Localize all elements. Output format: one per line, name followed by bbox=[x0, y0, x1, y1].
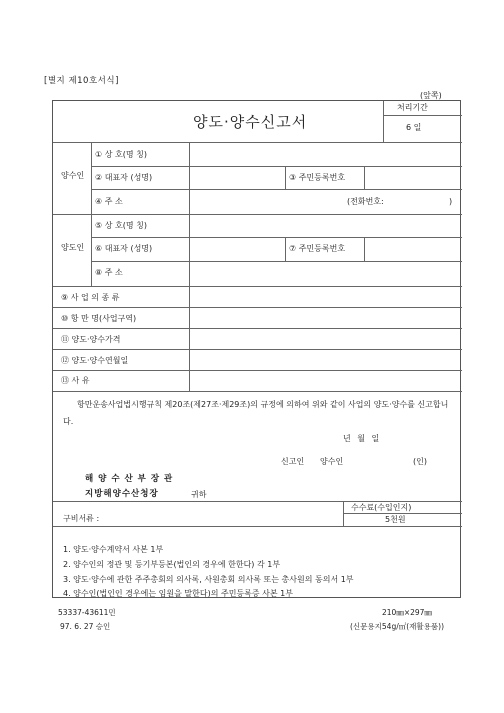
document-item-1: 1. 양도·양수계약서 사본 1부 bbox=[63, 545, 164, 554]
reason-field[interactable] bbox=[190, 371, 461, 390]
transferor-address-field[interactable] bbox=[190, 262, 461, 285]
reason-label: ⑬ 사 유 bbox=[61, 376, 90, 385]
transferee-rep-label: ② 대표자 (성명) bbox=[95, 173, 153, 182]
declaration-text: 항만운송사업법시행규칙 제20조(제27조·제29조)의 규정에 의하여 위와 같이 사업의 양도·양수를 신고합니다. bbox=[63, 400, 449, 426]
paper-size: 210㎜×297㎜ bbox=[382, 608, 432, 617]
recipient-suffix: 귀하 bbox=[191, 490, 207, 499]
paper-spec: (신문용지54g/㎡(재활용품)) bbox=[350, 622, 444, 631]
fee-label: 수수료(수입인지) bbox=[351, 503, 412, 512]
declarant-role: 양수인 bbox=[320, 457, 344, 466]
declaration-form bbox=[52, 100, 461, 598]
transferee-rrn-field[interactable] bbox=[365, 167, 461, 189]
processing-period-label: 처리기간 bbox=[397, 103, 428, 112]
transferee-name-field[interactable] bbox=[190, 143, 461, 166]
date-label: ⑫ 양도·양수연월일 bbox=[61, 356, 129, 365]
page-side-label: (앞쪽) bbox=[420, 91, 442, 100]
document-item-2: 2. 양수인의 정관 및 등기부등본(법인의 경우에 한한다) 각 1부 bbox=[63, 560, 281, 569]
form-tag: [별지 제10호서식] bbox=[44, 76, 119, 86]
seal-mark: (인) bbox=[413, 457, 427, 466]
document-item-3: 3. 양도·양수에 관한 주주총회의 의사록, 사원총회 의사록 또는 총사원의 동의서 1부 bbox=[63, 575, 354, 584]
date-field[interactable] bbox=[190, 350, 461, 370]
transferor-rrn-label: ⑦ 주민등록번호 bbox=[289, 244, 346, 253]
business-type-label: ⑨ 사 업 의 종 류 bbox=[61, 293, 120, 302]
document-item-4: 4. 양수인(법인인 경우에는 임원을 말한다)의 주민등록증 사본 1부 bbox=[63, 589, 293, 598]
route-field[interactable] bbox=[190, 308, 461, 328]
approval-date: 97. 6. 27 승인 bbox=[60, 622, 111, 631]
form-title: 양도·양수신고서 bbox=[193, 113, 308, 131]
form-number: 53337-43611민 bbox=[58, 608, 116, 617]
transferor-rrn-field[interactable] bbox=[365, 238, 461, 261]
transferor-name-field[interactable] bbox=[190, 215, 461, 237]
price-field[interactable] bbox=[190, 329, 461, 349]
transferee-address-label: ④ 주 소 bbox=[95, 197, 123, 206]
transferee-rrn-label: ③ 주민등록번호 bbox=[289, 173, 346, 182]
transferor-rep-label: ⑥ 대표자 (성명) bbox=[95, 244, 153, 253]
recipient-regional-office: 지방해양수산청장 bbox=[85, 489, 159, 499]
transferor-label: 양도인 bbox=[61, 243, 85, 252]
recipient-minister: 해 양 수 산 부 장 관 bbox=[85, 474, 174, 484]
transferee-phone-close: ) bbox=[449, 197, 453, 206]
price-label: ⑪ 양도·양수가격 bbox=[61, 335, 121, 344]
transferor-rep-field[interactable] bbox=[190, 238, 284, 261]
transferee-rep-field[interactable] bbox=[190, 167, 284, 189]
transferee-address-field[interactable] bbox=[190, 190, 340, 213]
transferee-label: 양수인 bbox=[61, 171, 85, 180]
transferee-phone-label: (전화번호: bbox=[347, 197, 384, 206]
declarant-label: 신고인 bbox=[281, 457, 305, 466]
business-type-field[interactable] bbox=[190, 287, 461, 307]
documents-label: 구비서류 : bbox=[63, 514, 100, 523]
transferee-name-label: ① 상 호(명 칭) bbox=[95, 150, 147, 159]
processing-period-value: 6 일 bbox=[406, 123, 422, 132]
fee-value: 5천원 bbox=[385, 515, 406, 524]
transferor-address-label: ⑧ 주 소 bbox=[95, 268, 123, 277]
declaration-date: 년 월 일 bbox=[343, 434, 380, 443]
route-label: ⑩ 항 만 명(사업구역) bbox=[61, 314, 137, 323]
transferor-name-label: ⑤ 상 호(명 칭) bbox=[95, 221, 147, 230]
